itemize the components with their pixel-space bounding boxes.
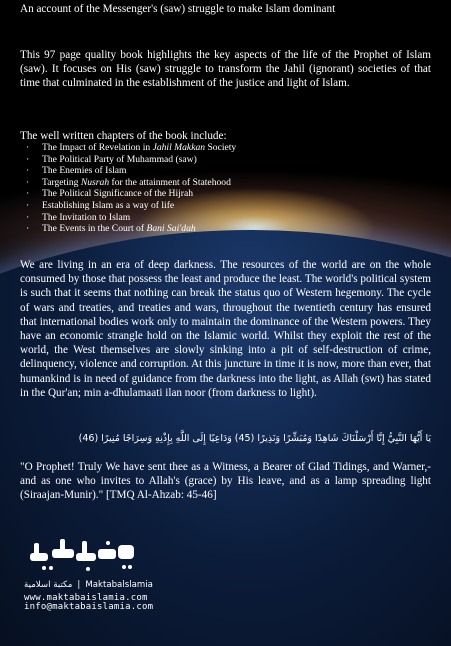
publisher-email[interactable]: info@maktabaislamia.com	[24, 602, 154, 612]
chapter-item	[20, 200, 236, 212]
chapter-text: The Events in the Court of	[42, 223, 147, 235]
chapter-item	[20, 223, 236, 235]
chapter-text: The Enemies of Islam	[42, 165, 127, 177]
cover-heading: An account of the Messenger's (saw) struggle to make Islam dominant	[20, 3, 336, 15]
chapter-text: Establishing Islam as a way of life	[42, 199, 175, 211]
chapter-list	[20, 142, 236, 235]
publisher-block	[24, 535, 224, 612]
chapter-text: The Impact of Revelation in	[42, 142, 153, 153]
chapter-text: The Invitation to Islam	[42, 211, 131, 223]
chapter-item	[20, 212, 236, 224]
chapter-text: The Political Significance of the Hijrah	[42, 188, 194, 200]
chapter-emphasis: Nusrah	[80, 176, 110, 188]
chapter-text-suffix: for the attainment of Statehood	[109, 176, 231, 188]
name-separator: |	[77, 580, 81, 590]
chapter-text: The Political Party of Muhammad (saw)	[42, 153, 197, 165]
chapter-item	[20, 188, 236, 200]
chapter-item	[20, 154, 236, 166]
publisher-name-english: Maktabalslamia	[85, 580, 153, 590]
publisher-name	[24, 580, 224, 590]
chapter-emphasis: Bani Sai'dah	[146, 223, 196, 235]
verse-translation: "O Prophet! Truly We have sent thee as a Witness, a Bearer of Glad Tidings, and Warner,-and as one who invites to Allah's (grace) by His leave, and as a lamp spreading light (Siraajan-Munir)." [TMQ Al-Ahzab: 45-46]	[20, 461, 431, 502]
calligraphic-logo-icon	[24, 535, 144, 575]
publisher-website[interactable]: www.maktabaislamia.com	[24, 593, 148, 603]
main-paragraph: We are living in an era of deep darkness. The resources of the world are on the whole consumed by those that possess the least and produce the least. The world's political system is such that it seems that nothing can break the status quo of Western hegemony. The cycle of wars and treaties, and treaties and wars, throughout the twentieth century has ensured that international bodies work only to maintain the dominance of the Western powers. They have an economic strangle hold on the Islamic world. Whilst they exploit the rest of the world, the West themselves are slowly sinking into a pit of self-destruction of crime, delinquency, violence and corruption. At this juncture in time it is now, more than ever, that humankind is in need of guidance from the darkness into the light, as Allah (swt) has stated in the Qur'an; min a-dhulamaati ilan noor (from darkness to light).	[20, 259, 431, 399]
publisher-name-arabic: مكتبة اسلامية	[24, 580, 73, 590]
chapter-text: Targeting	[42, 176, 81, 188]
arabic-verse: يَا أَيُّهَا النَّبِيُّ إِنَّا أَرْسَلْنَاكَ شَاهِدًا وَمُبَشِّرًا وَنَذِيرًا (45) وَدَاعِيًا إِلَى اللَّهِ بِإِذْنِهِ وَسِرَاجًا مُنِيرًا (46)	[78, 433, 431, 444]
chapter-item	[20, 142, 236, 154]
chapter-item	[20, 165, 236, 177]
chapter-emphasis: Jahil Makkan	[152, 142, 206, 153]
chapter-item	[20, 177, 236, 189]
chapters-title: The well written chapters of the book include:	[20, 130, 227, 142]
chapter-text-suffix: Society	[205, 142, 237, 153]
intro-paragraph: This 97 page quality book highlights the key aspects of the life of the Prophet of Islam (saw). It focuses on His (saw) struggle to transform the Jahil (ignorant) societies of that time that culminated in the establishment of the justice and light of Islam.	[20, 49, 431, 90]
